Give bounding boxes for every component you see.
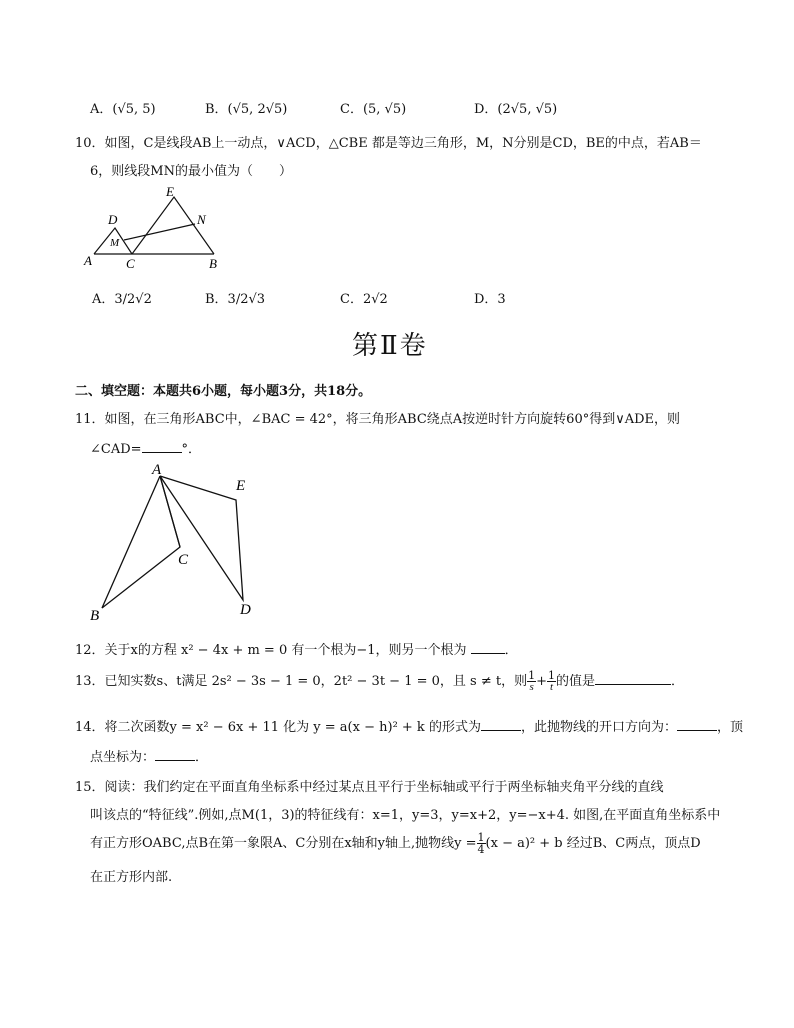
q9-option-d: D．(2√5, √5) — [474, 102, 558, 117]
q15-text-line4: 在正方形内部. — [90, 870, 173, 885]
q11-figure — [80, 460, 280, 620]
q10-label-m: M — [110, 237, 120, 249]
q9-option-a: A．(√5, 5) — [90, 102, 156, 117]
q15-text-line3 — [90, 832, 701, 855]
q11-label-b: B — [90, 608, 100, 620]
q11-label-c: C — [178, 552, 189, 568]
volume-title: 第Ⅱ卷 — [352, 331, 428, 361]
q15-line3-a: 有正方形OABC,点B在第一象限A、C分别在x轴和y轴上,抛物线y = — [90, 836, 477, 851]
q10-option-d: D．3 — [474, 292, 506, 307]
q11-text-line2 — [90, 438, 201, 457]
q12-text — [75, 639, 518, 658]
q15-line3-b: (x − a)² + b 经过B、C两点，顶点D — [485, 836, 701, 851]
q10-figure — [82, 182, 232, 270]
q14-line2-a: 点坐标为： — [90, 750, 156, 765]
q11-triangle-ade — [160, 476, 246, 600]
q12-prefix: 12．关于x的方程 x² − 4x + m = 0 有一个根为−1，则另一个根为 — [75, 643, 467, 658]
q15-fraction: $\frac{1}{4}$ — [477, 831, 485, 856]
q13-prefix: 13．已知实数s、t满足 2s² − 3s − 1 = 0，2t² − 3t − 1 = 0，且 s ≠ t，则 — [75, 674, 528, 689]
q11-line2-prefix: ∠CAD= — [90, 442, 142, 457]
q13-fraction-2: $\frac{1}{t}$ — [548, 669, 555, 693]
q11-segment-ac — [160, 476, 180, 547]
q14-text-line1 — [75, 716, 743, 735]
q14-line2-b: ． — [195, 750, 209, 765]
q14-line1-c: ，顶 — [716, 720, 743, 735]
section2-heading: 二、填空题：本题共6小题，每小题3分，共18分。 — [75, 384, 372, 399]
q10-label-b: B — [209, 256, 217, 270]
q11-triangle-abc — [102, 476, 180, 608]
q11-text-line1: 11．如图，在三角形ABC中，∠BAC = 42°，将三角形ABC绕点A按逆时针方向旋转60°得到∨ADE，则 — [75, 412, 681, 427]
q10-label-c: C — [126, 256, 135, 270]
q14-line1-a: 14．将二次函数y = x² − 6x + 11 化为 y = a(x − h)² + k 的形式为 — [75, 720, 481, 735]
q10-label-n: N — [197, 212, 206, 227]
q10-option-c: C．2√2 — [340, 292, 388, 307]
q12-suffix: ． — [504, 643, 518, 658]
q11-answer-blank[interactable] — [142, 440, 182, 453]
q13-answer-blank[interactable] — [595, 672, 671, 685]
q10-label-d: D — [108, 212, 118, 227]
q10-text-line1: 10．如图，C是线段AB上一动点，∨ACD，△CBE 都是等边三角形，M，N分别是CD，BE的中点，若AB＝ — [75, 136, 702, 151]
q10-segment-mn — [124, 224, 195, 240]
q11-line2-suffix: °． — [181, 442, 202, 457]
q9-option-b: B．(√5, 2√5) — [205, 102, 288, 117]
q14-direction-blank[interactable] — [677, 718, 717, 731]
q10-label-a: A — [84, 253, 92, 268]
q10-text-line2: 6，则线段MN的最小值为（ ） — [90, 164, 292, 179]
q13-plus: + — [536, 674, 547, 689]
q14-line1-b: ，此抛物线的开口方向为： — [520, 720, 677, 735]
q13-fraction-1: $\frac{1}{s}$ — [528, 669, 536, 693]
q11-label-a: A — [152, 462, 162, 478]
q9-option-c: C．(5, √5) — [340, 102, 407, 117]
q13-middle: 的值是 — [556, 674, 596, 689]
q14-vertex-blank[interactable] — [155, 748, 195, 761]
q14-form-blank[interactable] — [481, 718, 521, 731]
q12-answer-blank[interactable] — [471, 641, 505, 654]
q11-label-d: D — [240, 602, 251, 618]
q15-text-line1: 15．阅读：我们约定在平面直角坐标系中经过某点且平行于坐标轴或平行于两坐标轴夹角平分线的直线 — [75, 780, 664, 795]
q15-text-line2: 叫该点的“特征线”.例如,点M(1，3)的特征线有：x=1，y=3，y=x+2，y=−x+4. 如图,在平面直角坐标系中 — [90, 808, 721, 823]
q11-label-e: E — [236, 478, 246, 494]
q10-option-b: B．3/2√3 — [205, 292, 266, 307]
q13-text — [75, 670, 684, 693]
q14-text-line2 — [90, 746, 208, 765]
q10-option-a: A．3/2√2 — [92, 292, 152, 307]
q13-suffix: ． — [671, 674, 685, 689]
q10-label-e: E — [166, 184, 174, 199]
